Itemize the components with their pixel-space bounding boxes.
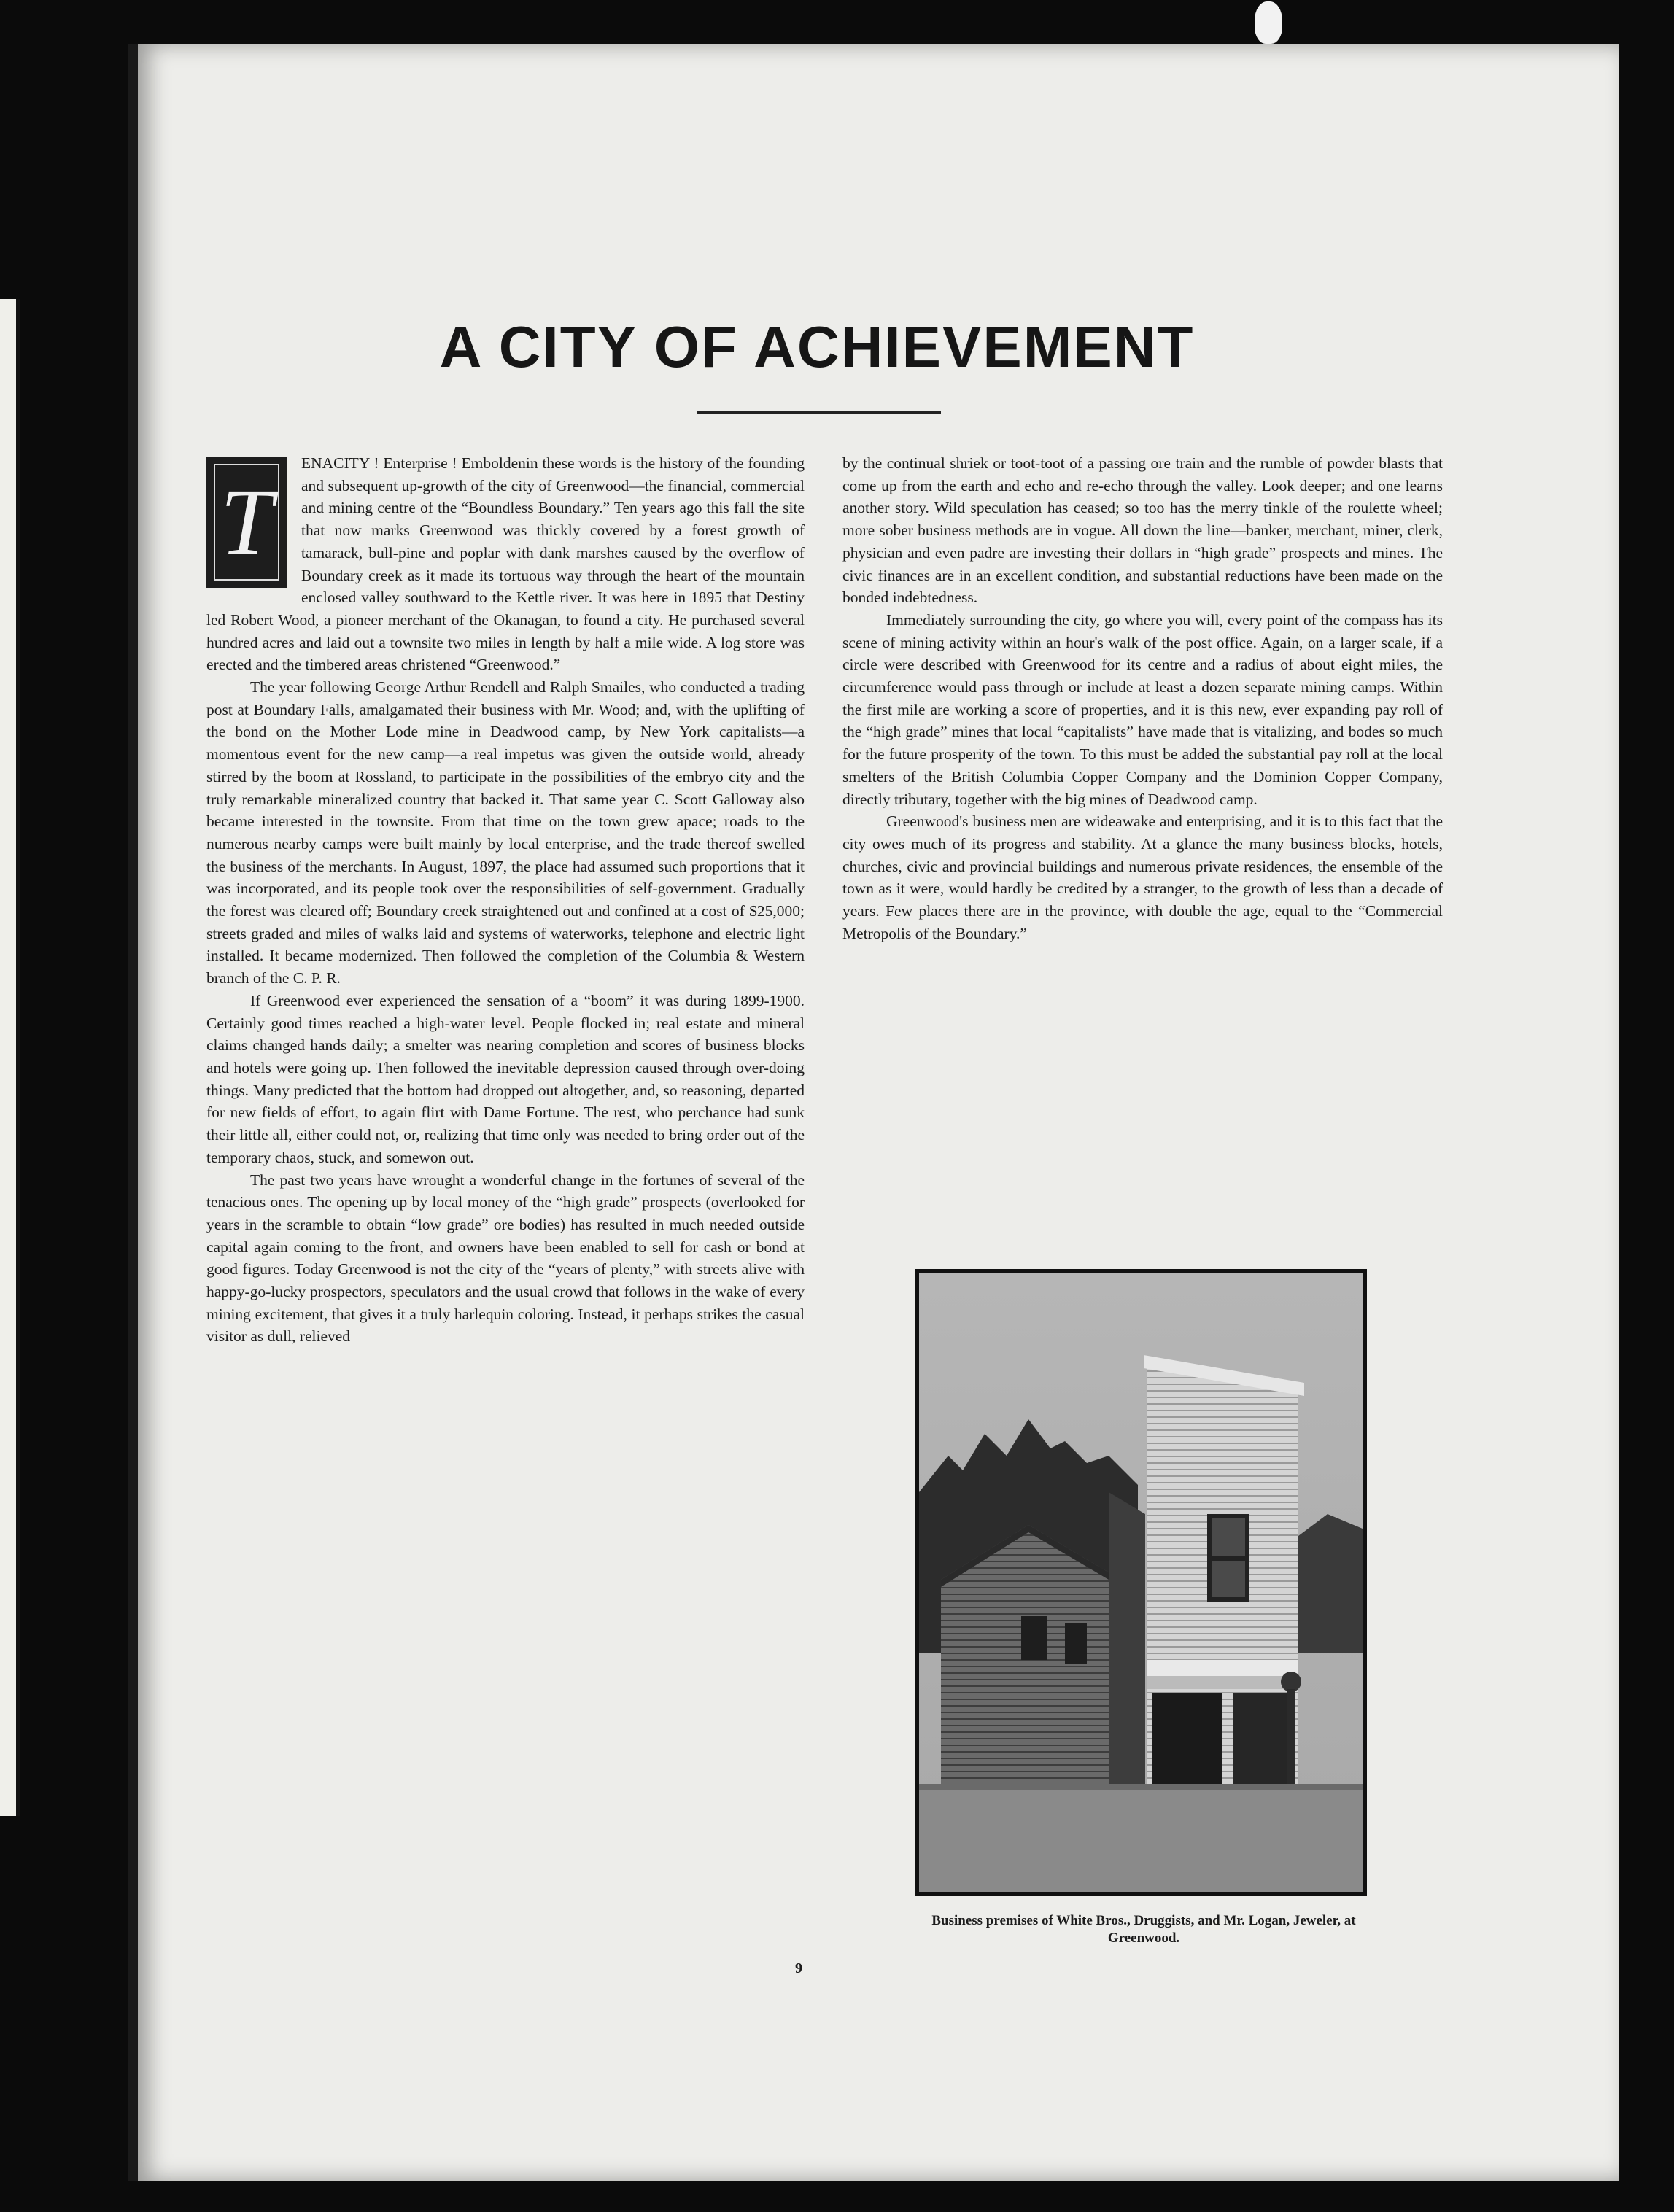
photo-caption: Business premises of White Bros., Druggists, and Mr. Logan, Jeweler, at Greenwood. <box>931 1913 1356 1946</box>
title-rule <box>697 411 941 414</box>
storefront-photo <box>915 1269 1367 1896</box>
paragraph-1: ENACITY ! Enterprise ! Emboldenin these words is the history of the founding and subsequent up-growth of the city of Greenwood—the financial, commercial and mining centre of the “Boundless Boundary.” Ten years ago this fall the site that now marks Greenwood was thickly covered by a forest growth of tamarack, bull-pine and poplar with dank marshes caused by the overflow of Boundary creek as it made its tortuous way through the heart of the mountain enclosed valley southward to the Kettle river. It was here in 1895 that Destiny led Robert Wood, a pioneer merchant of the Okanagan, to found a city. He purchased several hundred acres and laid out a townsite two miles in length by half a mile wide. A log store was erected and the timbered areas christened “Greenwood.” <box>206 454 805 674</box>
paragraph-7: Greenwood's business men are wideawake and enterprising, and it is to this fact that the city owes much of its progress and stability. At a glance the many business blocks, hotels, churches, civic and provincial buildings and numerous private residences, the ensemble of the town as it were, would hardly be credited by a stranger, to the growth of less than a decade of years. Few places there are in the province, with double the age, equal to the “Commercial Metropolis of the Boundary.” <box>842 812 1443 942</box>
paragraph-6: Immediately surrounding the city, go where you will, every point of the compass has its scene of mining activity within an hour's walk of the post office. Again, on a larger scale, if a circle were described with Greenwood for its centre and a radius of about eight miles, the circumference would pass through or include at least a dozen separate mining camps. Within the first mile are working a score of properties, and it is this new, ever expanding pay roll of the “high grade” mines that local “capitalists” have made that is vitalizing, and bodes so much for the future prosperity of the town. To this must be added the substantial pay roll at the local smelters of the British Columbia Copper Company and the Dominion Copper Company, directly tributary, together with the big mines of Deadwood camp. <box>842 610 1443 808</box>
paragraph-3: If Greenwood ever experienced the sensation of a “boom” it was during 1899-1900. Certainly good times reached a high-water level. People flocked in; real estate and mineral claims changed hands daily; a smelter was nearing completion and scores of business blocks and hotels were going up. Then followed the inevitable depression caused through over-doing things. Many predicted that the bottom had dropped out altogether, and, so reasoning, departed for new fields of effort, to again flirt with Dame Fortune. The rest, who perchance had sunk their little all, either could not, or, realizing that time only was needed to bring order out of the temporary chaos, stuck, and somewon out. <box>206 991 805 1166</box>
page-number: 9 <box>795 1960 802 1976</box>
paragraph-4: The past two years have wrought a wonderful change in the fortunes of several of the tenacious ones. The opening up by local money of the “high grade” prospects (overlooked for years in the scramble to obtain “low grade” ore bodies) has resulted in much needed outside capital again coming to the front, and owners have been enabled to sell for cash or bond at good figures. Today Greenwood is not the city of the “years of plenty,” with streets alive with happy-go-lucky prospectors, speculators and the usual crowd that follows in the wake of every mining excitement, that gives it a truly harlequin coloring. Instead, it perhaps strikes the casual visitor as dull, relieved <box>206 1171 805 1346</box>
paragraph-5: by the continual shriek or toot-toot of a passing ore train and the rumble of powder blasts that come up from the earth and echo and re-echo through the valley. Look deeper; and one learns another story. Wild speculation has ceased; so too has the merry tinkle of the roulette wheel; more sober business methods are in vogue. All down the line—banker, merchant, miner, clerk, physician and even padre are investing their dollars in “high grade” prospects and mines. The civic finances are in an excellent condition, and substantial reductions have been made on the bonded indebtedness. <box>842 454 1443 607</box>
scan-artifact <box>1255 1 1282 44</box>
paragraph-2: The year following George Arthur Rendell and Ralph Smailes, who conducted a trading post at Boundary Falls, amalgamated their business with Mr. Wood; and, with the uplifting of the bond on the Mother Lode mine in Deadwood camp, by New York capitalists—a momentous event for the new camp—a real impetus was given the outside world, already stirred by the boom at Rossland, to participate in the possibilities of the embryo city and the truly remarkable mineralized country that backed it. That same year C. Scott Galloway also became interested in the townsite. From that time on the town grew apace; roads to the numerous nearby camps were built mainly by local enterprise, and the trade thereof swelled the business of the merchants. In August, 1897, the place had assumed such proportions that it was incorporated, and its people took over the responsibilities of self-government. Gradually the forest was cleared off; Boundary creek straightened out and confined at a cost of $25,000; streets graded and miles of walks laid and systems of waterworks, telephone and electric light installed. It became modernized. Then followed the completion of the Columbia & Western branch of the C. P. R. <box>206 678 805 987</box>
dropcap <box>206 457 287 588</box>
facing-page-edge <box>0 299 20 1816</box>
article-title: A CITY OF ACHIEVEMENT <box>439 314 1195 379</box>
dropcap-letter: T <box>214 464 279 581</box>
left-column <box>206 452 805 1348</box>
right-column <box>842 452 1443 944</box>
storefront-photo-image <box>919 1273 1363 1892</box>
